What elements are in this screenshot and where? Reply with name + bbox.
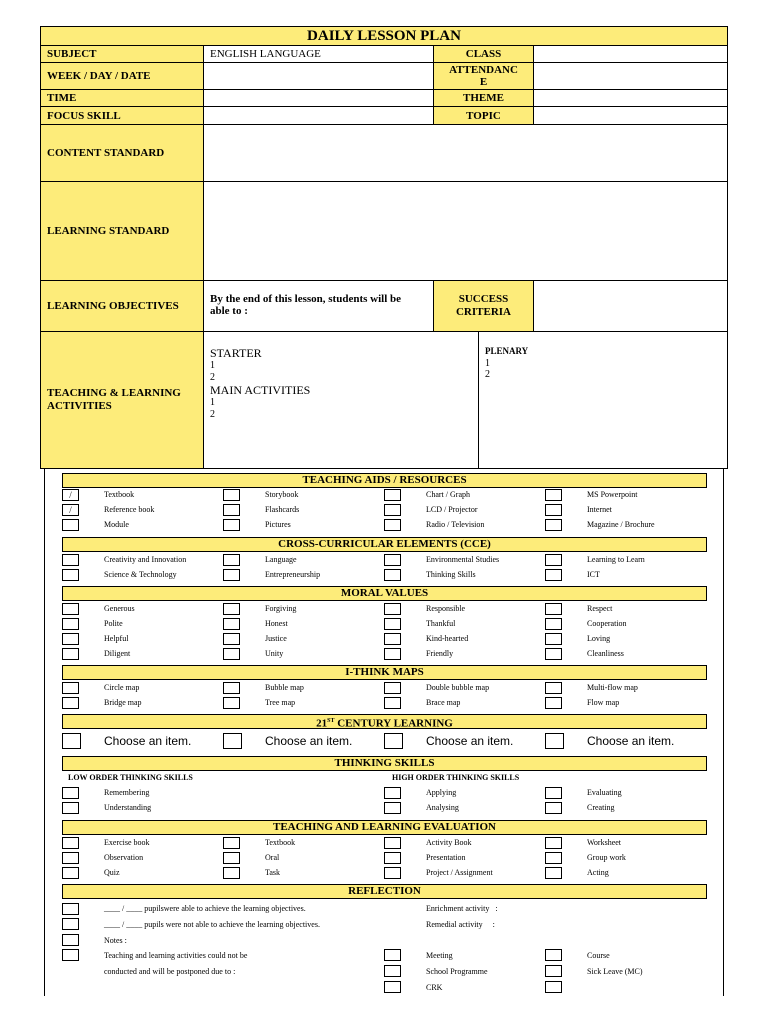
high-order-label: HIGH ORDER THINKING SKILLS xyxy=(392,773,520,782)
reason-course-checkbox[interactable] xyxy=(545,949,562,961)
century-item-1-select[interactable]: Choose an item. xyxy=(104,734,192,748)
group-work-checkbox[interactable] xyxy=(545,852,562,864)
internet-label: Internet xyxy=(587,505,612,514)
magazine-brochure-label: Magazine / Brochure xyxy=(587,520,655,529)
group-work-label: Group work xyxy=(587,853,626,862)
brace-map-checkbox[interactable] xyxy=(384,697,401,709)
thinking-skills-header: THINKING SKILLS xyxy=(62,756,707,771)
main-item-2: 2 xyxy=(210,409,215,420)
storybook-checkbox[interactable] xyxy=(223,489,240,501)
starter-label: STARTER xyxy=(210,346,262,360)
thankful-label: Thankful xyxy=(426,619,456,628)
pictures-label: Pictures xyxy=(265,520,291,529)
reason-meeting-label: Meeting xyxy=(426,951,453,960)
textbook-label: Textbook xyxy=(265,838,296,847)
cleanliness-label: Cleanliness xyxy=(587,649,624,658)
chart-graph-label: Chart / Graph xyxy=(426,490,470,499)
kind-hearted-label: Kind-hearted xyxy=(426,634,469,643)
unity-label: Unity xyxy=(265,649,284,658)
circle-map-label: Circle map xyxy=(104,683,140,692)
focus-skill-label: FOCUS SKILL xyxy=(40,106,204,125)
subject-value[interactable]: ENGLISH LANGUAGE xyxy=(203,45,434,63)
thankful-checkbox[interactable] xyxy=(384,618,401,630)
learning-objectives-label: LEARNING OBJECTIVES xyxy=(40,280,204,332)
teaching-aids-header: TEACHING AIDS / RESOURCES xyxy=(62,473,707,488)
reason-meeting-checkbox[interactable] xyxy=(384,949,401,961)
multi-flow-map-checkbox[interactable] xyxy=(545,682,562,694)
helpful-checkbox[interactable] xyxy=(62,633,79,645)
reflection-not-achieved-text: ____ / ____ pupils were not able to achieve the learning objectives. xyxy=(104,920,320,929)
cooperation-label: Cooperation xyxy=(587,619,627,628)
theme-label: THEME xyxy=(433,89,534,107)
forgiving-label: Forgiving xyxy=(265,604,297,613)
attendance-label-line1: ATTENDANC xyxy=(449,64,518,76)
textbook-label: Textbook xyxy=(104,490,135,499)
circle-map-checkbox[interactable] xyxy=(62,682,79,694)
main-item-1: 1 xyxy=(210,397,215,408)
double-bubble-map-checkbox[interactable] xyxy=(384,682,401,694)
starter-item-2: 2 xyxy=(210,372,215,383)
frame-left-line xyxy=(44,468,45,996)
class-label: CLASS xyxy=(433,45,534,63)
science-technology-label: Science & Technology xyxy=(104,570,177,579)
generous-checkbox[interactable] xyxy=(62,603,79,615)
understanding-checkbox[interactable] xyxy=(62,802,79,814)
century-item-3-checkbox[interactable] xyxy=(384,733,403,749)
attendance-field[interactable] xyxy=(533,62,728,90)
quiz-checkbox[interactable] xyxy=(62,867,79,879)
environmental-studies-label: Environmental Studies xyxy=(426,555,500,564)
language-checkbox[interactable] xyxy=(223,554,240,566)
remembering-label: Remembering xyxy=(104,788,150,797)
notes-checkbox[interactable] xyxy=(62,934,79,946)
unity-checkbox[interactable] xyxy=(223,648,240,660)
century-item-1-checkbox[interactable] xyxy=(62,733,81,749)
reason-sick-leave-checkbox[interactable] xyxy=(545,965,562,977)
success-criteria-field[interactable] xyxy=(533,280,728,332)
respect-checkbox[interactable] xyxy=(545,603,562,615)
understanding-label: Understanding xyxy=(104,803,152,812)
quiz-label: Quiz xyxy=(104,868,120,877)
attendance-label-line2: E xyxy=(479,76,488,88)
analysing-label: Analysing xyxy=(426,803,459,812)
plenary-item-1: 1 xyxy=(485,358,490,369)
postponed-text-1: Teaching and learning activities could not be xyxy=(104,951,248,960)
science-technology-checkbox[interactable] xyxy=(62,569,79,581)
reason-crk-label: CRK xyxy=(426,983,443,992)
presentation-checkbox[interactable] xyxy=(384,852,401,864)
justice-checkbox[interactable] xyxy=(223,633,240,645)
reflection-achieved-text: ____ / ____ pupilswere able to achieve the learning objectives. xyxy=(104,904,306,913)
polite-label: Polite xyxy=(104,619,123,628)
bubble-map-checkbox[interactable] xyxy=(223,682,240,694)
textbook-checkbox[interactable]: / xyxy=(62,489,79,501)
topic-field[interactable] xyxy=(533,106,728,125)
class-field[interactable] xyxy=(533,45,728,63)
theme-field[interactable] xyxy=(533,89,728,107)
tla-label: TEACHING & LEARNING ACTIVITIES xyxy=(40,331,204,469)
chart-graph-checkbox[interactable] xyxy=(384,489,401,501)
frame-right-line xyxy=(723,468,724,996)
generous-label: Generous xyxy=(104,604,135,613)
applying-checkbox[interactable] xyxy=(384,787,401,799)
creating-checkbox[interactable] xyxy=(545,802,562,814)
helpful-label: Helpful xyxy=(104,634,129,643)
learning-to-learn-checkbox[interactable] xyxy=(545,554,562,566)
flow-map-checkbox[interactable] xyxy=(545,697,562,709)
honest-checkbox[interactable] xyxy=(223,618,240,630)
tree-map-label: Tree map xyxy=(265,698,296,707)
oral-checkbox[interactable] xyxy=(223,852,240,864)
ithink-header: I-THINK MAPS xyxy=(62,665,707,680)
ict-checkbox[interactable] xyxy=(545,569,562,581)
radio-television-label: Radio / Television xyxy=(426,520,485,529)
focus-skill-field[interactable] xyxy=(203,106,434,125)
reflection-not-achieved-checkbox[interactable] xyxy=(62,918,79,930)
flow-map-label: Flow map xyxy=(587,698,620,707)
century-title-sup: ST xyxy=(327,718,335,724)
forgiving-checkbox[interactable] xyxy=(223,603,240,615)
lcd-projector-checkbox[interactable] xyxy=(384,504,401,516)
week-label: WEEK / DAY / DATE xyxy=(40,62,204,90)
time-field[interactable] xyxy=(203,89,434,107)
century-item-2-select[interactable]: Choose an item. xyxy=(265,734,353,748)
reason-crk-checkbox[interactable] xyxy=(384,981,401,993)
remembering-checkbox[interactable] xyxy=(62,787,79,799)
observation-label: Observation xyxy=(104,853,144,862)
success-criteria-label: SUCCESS CRITERIA xyxy=(433,280,534,332)
project-assignment-checkbox[interactable] xyxy=(384,867,401,879)
postponed-text-2: conducted and will be postponed due to : xyxy=(104,967,236,976)
learning-objectives-field[interactable] xyxy=(203,280,434,332)
observation-checkbox[interactable] xyxy=(62,852,79,864)
bridge-map-label: Bridge map xyxy=(104,698,142,707)
creativity-and-innovation-label: Creativity and Innovation xyxy=(104,555,187,564)
century-learning-header xyxy=(62,714,707,729)
reason-blank-checkbox[interactable] xyxy=(545,981,562,993)
analysing-checkbox[interactable] xyxy=(384,802,401,814)
tree-map-checkbox[interactable] xyxy=(223,697,240,709)
worksheet-label: Worksheet xyxy=(587,838,622,847)
time-label: TIME xyxy=(40,89,204,107)
learning-to-learn-label: Learning to Learn xyxy=(587,555,645,564)
double-bubble-map-label: Double bubble map xyxy=(426,683,490,692)
justice-label: Justice xyxy=(265,634,287,643)
storybook-label: Storybook xyxy=(265,490,299,499)
century-item-4-checkbox[interactable] xyxy=(545,733,564,749)
ict-label: ICT xyxy=(587,570,600,579)
friendly-checkbox[interactable] xyxy=(384,648,401,660)
flashcards-checkbox[interactable] xyxy=(223,504,240,516)
week-field[interactable] xyxy=(203,62,434,90)
plenary-label: PLENARY xyxy=(485,346,529,356)
activity-book-label: Activity Book xyxy=(426,838,472,847)
evaluating-checkbox[interactable] xyxy=(545,787,562,799)
textbook-checkbox[interactable] xyxy=(223,837,240,849)
content-standard-field[interactable] xyxy=(203,124,728,182)
worksheet-checkbox[interactable] xyxy=(545,837,562,849)
loving-checkbox[interactable] xyxy=(545,633,562,645)
postponed-checkbox[interactable] xyxy=(62,949,79,961)
multi-flow-map-label: Multi-flow map xyxy=(587,683,638,692)
century-item-2-checkbox[interactable] xyxy=(223,733,242,749)
exercise-book-label: Exercise book xyxy=(104,838,150,847)
plenary-item-2: 2 xyxy=(485,369,490,380)
presentation-label: Presentation xyxy=(426,853,466,862)
reference-book-checkbox[interactable]: / xyxy=(62,504,79,516)
diligent-label: Diligent xyxy=(104,649,131,658)
learning-standard-field[interactable] xyxy=(203,181,728,281)
honest-label: Honest xyxy=(265,619,288,628)
objectives-text: By the end of this lesson, students will be able to : xyxy=(210,293,402,317)
enrichment-label: Enrichment activity : xyxy=(426,904,498,913)
evaluating-label: Evaluating xyxy=(587,788,622,797)
century-item-4-select[interactable]: Choose an item. xyxy=(587,734,675,748)
diligent-checkbox[interactable] xyxy=(62,648,79,660)
task-checkbox[interactable] xyxy=(223,867,240,879)
thinking-skills-label: Thinking Skills xyxy=(426,570,476,579)
remedial-label: Remedial activity : xyxy=(426,920,495,929)
friendly-label: Friendly xyxy=(426,649,454,658)
responsible-label: Responsible xyxy=(426,604,466,613)
respect-label: Respect xyxy=(587,604,613,613)
ms-powerpoint-checkbox[interactable] xyxy=(545,489,562,501)
acting-label: Acting xyxy=(587,868,609,877)
century-item-3-select[interactable]: Choose an item. xyxy=(426,734,514,748)
main-activities-label: MAIN ACTIVITIES xyxy=(210,383,311,397)
applying-label: Applying xyxy=(426,788,457,797)
brace-map-label: Brace map xyxy=(426,698,461,707)
content-standard-label: CONTENT STANDARD xyxy=(40,124,204,182)
plenary-field[interactable] xyxy=(478,331,728,469)
pictures-checkbox[interactable] xyxy=(223,519,240,531)
thinking-skills-checkbox[interactable] xyxy=(384,569,401,581)
acting-checkbox[interactable] xyxy=(545,867,562,879)
cleanliness-checkbox[interactable] xyxy=(545,648,562,660)
creativity-and-innovation-checkbox[interactable] xyxy=(62,554,79,566)
responsible-checkbox[interactable] xyxy=(384,603,401,615)
loving-label: Loving xyxy=(587,634,611,643)
exercise-book-checkbox[interactable] xyxy=(62,837,79,849)
entrepreneurship-label: Entrepreneurship xyxy=(265,570,321,579)
reason-school-programme-checkbox[interactable] xyxy=(384,965,401,977)
reason-school-programme-label: School Programme xyxy=(426,967,488,976)
cooperation-checkbox[interactable] xyxy=(545,618,562,630)
activity-book-checkbox[interactable] xyxy=(384,837,401,849)
magazine-brochure-checkbox[interactable] xyxy=(545,519,562,531)
century-title-rest: CENTURY LEARNING xyxy=(334,717,453,730)
reference-book-label: Reference book xyxy=(104,505,155,514)
reason-sick-leave-label: Sick Leave (MC) xyxy=(587,967,643,976)
learning-standard-label: LEARNING STANDARD xyxy=(40,181,204,281)
reflection-achieved-checkbox[interactable] xyxy=(62,903,79,915)
subject-label: SUBJECT xyxy=(40,45,204,63)
page-title: DAILY LESSON PLAN xyxy=(40,26,728,46)
attendance-label xyxy=(433,62,534,90)
internet-checkbox[interactable] xyxy=(545,504,562,516)
reason-course-label: Course xyxy=(587,951,610,960)
project-assignment-label: Project / Assignment xyxy=(426,868,493,877)
creating-label: Creating xyxy=(587,803,615,812)
cce-header: CROSS-CURRICULAR ELEMENTS (CCE) xyxy=(62,537,707,552)
radio-television-checkbox[interactable] xyxy=(384,519,401,531)
tla-main-field[interactable] xyxy=(203,331,479,469)
task-label: Task xyxy=(265,868,280,877)
language-label: Language xyxy=(265,555,297,564)
polite-checkbox[interactable] xyxy=(62,618,79,630)
lcd-projector-label: LCD / Projector xyxy=(426,505,478,514)
low-order-label: LOW ORDER THINKING SKILLS xyxy=(68,773,193,782)
reflection-header: REFLECTION xyxy=(62,884,707,899)
notes-label: Notes : xyxy=(104,936,127,945)
ms-powerpoint-label: MS Powerpoint xyxy=(587,490,638,499)
oral-label: Oral xyxy=(265,853,280,862)
flashcards-label: Flashcards xyxy=(265,505,300,514)
environmental-studies-checkbox[interactable] xyxy=(384,554,401,566)
century-title-num: 21 xyxy=(316,717,328,730)
module-label: Module xyxy=(104,520,129,529)
module-checkbox[interactable] xyxy=(62,519,79,531)
starter-item-1: 1 xyxy=(210,360,215,371)
kind-hearted-checkbox[interactable] xyxy=(384,633,401,645)
topic-label: TOPIC xyxy=(433,106,534,125)
bubble-map-label: Bubble map xyxy=(265,683,304,692)
evaluation-header: TEACHING AND LEARNING EVALUATION xyxy=(62,820,707,835)
entrepreneurship-checkbox[interactable] xyxy=(223,569,240,581)
bridge-map-checkbox[interactable] xyxy=(62,697,79,709)
moral-values-header: MORAL VALUES xyxy=(62,586,707,601)
